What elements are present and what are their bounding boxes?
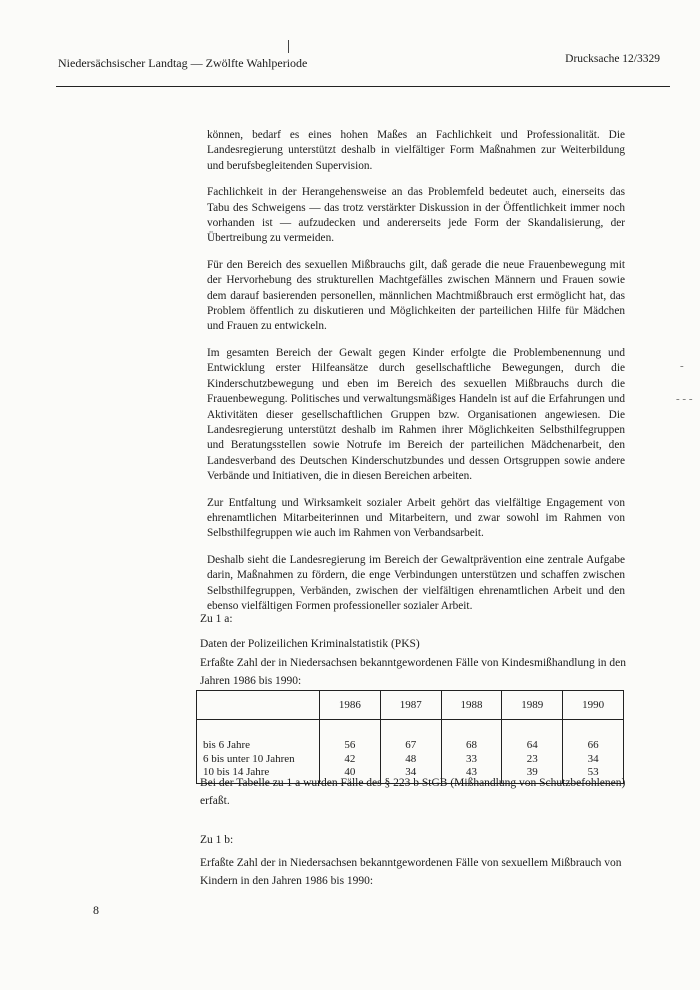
- table-cell: 56: [344, 739, 356, 751]
- table-cell: 64: [526, 739, 538, 751]
- paragraph: Zur Entfaltung und Wirksamkeit sozialer Arbeit gehört das vielfältige Engagement von ehrenamtlichen Mitarbeiterinnen und Mitarbeitern, und zwar sowohl im Rahmen von Selbsthilfegruppen wie auch im Rahmen von Verbandsarbeit.: [207, 496, 625, 540]
- document-number: Drucksache 12/3329: [565, 53, 660, 65]
- body-text: [207, 128, 625, 625]
- table-cell: 33: [465, 752, 477, 765]
- row-label: 6 bis unter 10 Jahren: [203, 752, 295, 765]
- paragraph: Im gesamten Bereich der Gewalt gegen Kinder erfolgte die Problembenennung und Entwicklung erster Hilfeansätze durch gesellschaftliche Bewegungen, durch die Kinderschutzbewegung und eben im Bereich des sexuellen Mißbrauchs durch die Frauenbewegung. Politisches und verwaltungsmäßiges Handeln ist auf die Erfahrungen und Aktivitäten dieser gesellschaftlichen Gruppen bzw. Organisationen angewiesen. Die Landesregierung unterstützt deshalb im Rahmen ihrer Möglichkeiten Selbsthilfegruppen und Beratungsstellen sowie Notrufe im Bereich der parteilichen Mädchenarbeit, den Landesverband des Deutschen Kinderschutzbundes und dessen Ortsgruppen sowie andere Verbände und Initiativen, die in diesen Bereichen arbeiten.: [207, 346, 625, 483]
- year-header: 1990: [563, 691, 624, 720]
- year-header: 1986: [320, 691, 381, 720]
- section-1b-intro: Erfaßte Zahl der in Niedersachsen bekanntgewordenen Fälle von sexuellem Mißbrauch von Kindern in den Jahren 1986 bis 1990:: [200, 857, 622, 887]
- paragraph: können, bedarf es eines hohen Maßes an Fachlichkeit und Professionalität. Die Landesregierung unterstützt deshalb in vielfältiger Form Maßnahmen zur Weiterbildung und berufsbegleitenden Supervision.: [207, 129, 625, 172]
- section-label-1b: Zu 1 b:: [200, 834, 234, 846]
- year-column: [320, 720, 381, 784]
- year-column: [441, 720, 502, 784]
- margin-mark: - - -: [676, 393, 693, 405]
- table-cell: 43: [465, 766, 477, 778]
- table-cell: 66: [587, 739, 599, 751]
- table-cell: 23: [526, 752, 538, 765]
- section-label-1a: Zu 1 a:: [200, 613, 233, 625]
- pks-table: [196, 690, 624, 784]
- header-divider: [56, 86, 670, 87]
- row-label: 10 bis 14 Jahre: [203, 766, 270, 778]
- paragraph: Für den Bereich des sexuellen Mißbrauchs gilt, daß gerade die neue Frauenbewegung mit der Hervorhebung des strukturellen Machtgefälles zwischen Männern und Frauen sowie dem darauf basierenden personellen, männlichen Machtmißbrauch erst ermöglicht hat, das Problem öffentlich zu diskutieren und Möglichkeiten der parteilichen Hilfe für Mädchen und Frauen zu entwickeln.: [207, 258, 625, 333]
- table-intro: Erfaßte Zahl der in Niedersachsen bekanntgewordenen Fälle von Kindesmißhandlung in den Jahren 1986 bis 1990:: [200, 657, 627, 687]
- header-title: Niedersächsischer Landtag — Zwölfte Wahlperiode: [58, 56, 308, 70]
- paragraph: Fachlichkeit in der Herangehensweise an das Problemfeld bedeutet auch, einerseits das Tabu des Schweigens — das trotz verstärkter Diskussion in der Öffentlichkeit immer noch vorhanden ist — aufzudecken und andererseits jede Form der Skandalisierung, der Übertreibung zu vermeiden.: [207, 186, 625, 245]
- table-note: Bei der Tabelle zu 1 a wurden Fälle des § 223 b StGB (Mißhandlung von Schutzbefohlenen) erfaßt.: [200, 777, 626, 807]
- empty-header-cell: [197, 691, 320, 720]
- year-column: [502, 720, 563, 784]
- table-cell: 42: [344, 752, 356, 765]
- year-header: 1988: [441, 691, 502, 720]
- table-body-row: [197, 720, 624, 784]
- table-cell: 34: [405, 766, 417, 778]
- year-column: [563, 720, 624, 784]
- year-column: [380, 720, 441, 784]
- year-header: 1989: [502, 691, 563, 720]
- table-cell: 67: [405, 739, 417, 751]
- table-cell: 40: [344, 766, 356, 778]
- row-label: bis 6 Jahre: [203, 739, 251, 751]
- page-number: 8: [93, 903, 99, 917]
- scan-mark: [288, 40, 289, 53]
- margin-mark: -: [680, 360, 684, 372]
- table-header-row: [197, 691, 624, 720]
- age-group-labels: [197, 720, 320, 784]
- table-cell: 48: [405, 752, 417, 765]
- table-cell: 34: [587, 752, 599, 765]
- table-cell: 68: [465, 739, 477, 751]
- year-header: 1987: [380, 691, 441, 720]
- paragraph: Deshalb sieht die Landesregierung im Bereich der Gewaltprävention eine zentrale Aufgabe darin, Maßnahmen zu fördern, die enge Verbindungen unterstützen und schaffen zwischen Selbsthilfegruppen, Verbänden, zwischen der vielfältigen ehrenamtlichen Arbeit und den ebenso vielfältigen Formen professioneller sozialer Arbeit.: [207, 553, 625, 612]
- pks-subtitle: Daten der Polizeilichen Kriminalstatistik (PKS): [200, 638, 420, 650]
- table-cell: 39: [526, 766, 538, 778]
- table-cell: 53: [587, 766, 599, 778]
